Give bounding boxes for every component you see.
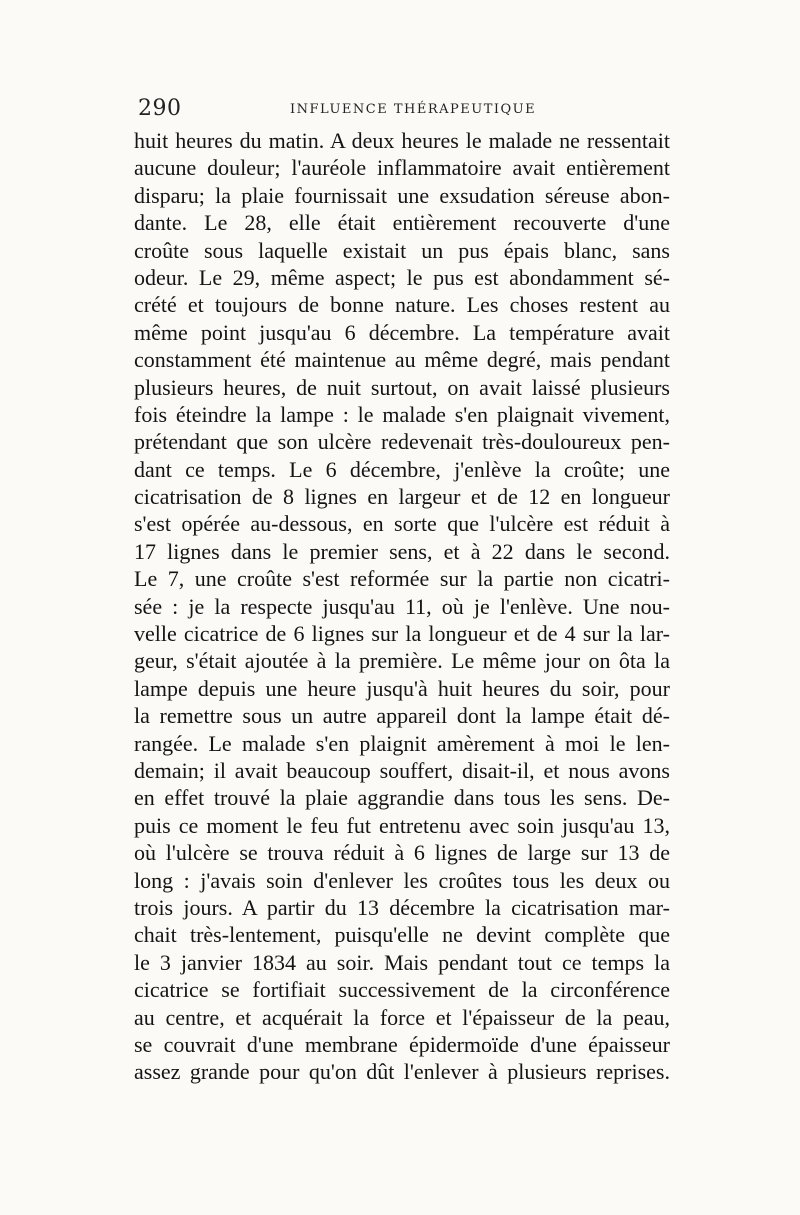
text-line: odeur. Le 29, même aspect; le pus est abondamment sé- <box>134 264 670 290</box>
text-line: velle cicatrice de 6 lignes sur la longueur et de 4 sur la lar- <box>134 621 670 647</box>
text-line: rangée. Le malade s'en plaignit amèrement à moi le len- <box>134 730 670 756</box>
running-title: INFLUENCE THÉRAPEUTIQUE <box>290 102 537 117</box>
text-line: assez grande pour qu'on dût l'enlever à plusieurs reprises. <box>134 1059 670 1085</box>
text-line: où l'ulcère se trouva réduit à 6 lignes de large sur 13 de <box>134 840 670 866</box>
text-line: cicatrisation de 8 lignes en largeur et de 12 en longueur <box>134 484 670 510</box>
text-line: fois éteindre la lampe : le malade s'en plaignait vivement, <box>134 401 670 427</box>
text-line: aucune douleur; l'auréole inflammatoire avait entièrement <box>134 155 670 181</box>
text-line: cicatrice se fortifiait successivement de la circonférence <box>134 977 670 1003</box>
text-line: lampe depuis une heure jusqu'à huit heures du soir, pour <box>134 675 670 701</box>
text-line: Le 7, une croûte s'est reformée sur la partie non cicatri- <box>134 566 670 592</box>
text-line: geur, s'était ajoutée à la première. Le même jour on ôta la <box>134 648 670 674</box>
text-line: croûte sous laquelle existait un pus épais blanc, sans <box>134 237 670 263</box>
text-line: long : j'avais soin d'enlever les croûtes tous les deux ou <box>134 867 670 893</box>
text-line: la remettre sous un autre appareil dont la lampe était dé- <box>134 703 670 729</box>
text-line: dant ce temps. Le 6 décembre, j'enlève la croûte; une <box>134 456 670 482</box>
text-line: dante. Le 28, elle était entièrement recouverte d'une <box>134 210 670 236</box>
text-line: chait très-lentement, puisqu'elle ne devint complète que <box>134 922 670 948</box>
text-line: s'est opérée au-dessous, en sorte que l'ulcère est réduit à <box>134 511 670 537</box>
text-line: demain; il avait beaucoup souffert, disait-il, et nous avons <box>134 757 670 783</box>
text-line: prétendant que son ulcère redevenait très-douloureux pen- <box>134 429 670 455</box>
page-number: 290 <box>138 96 182 121</box>
text-line: sée : je la respecte jusqu'au 11, où je l'enlève. Une nou- <box>134 593 670 619</box>
text-line: trois jours. A partir du 13 décembre la cicatrisation mar- <box>134 894 670 920</box>
text-line: huit heures du matin. A deux heures le malade ne ressentait <box>134 128 670 153</box>
text-line: en effet trouvé la plaie aggrandie dans tous les sens. De- <box>134 785 670 811</box>
text-line: crété et toujours de bonne nature. Les choses restent au <box>134 292 670 318</box>
text-line: 17 lignes dans le premier sens, et à 22 dans le second. <box>134 538 670 564</box>
text-line: puis ce moment le feu fut entretenu avec soin jusqu'au 13, <box>134 812 670 838</box>
text-line: disparu; la plaie fournissait une exsudation séreuse abon- <box>134 182 670 208</box>
page-header <box>138 96 678 126</box>
text-line: constamment été maintenue au même degré, mais pendant <box>134 347 670 373</box>
text-line: au centre, et acquérait la force et l'épaisseur de la peau, <box>134 1004 670 1030</box>
text-line: même point jusqu'au 6 décembre. La température avait <box>134 319 670 345</box>
body-text <box>134 127 670 1086</box>
text-line: se couvrait d'une membrane épidermoïde d'une épaisseur <box>134 1031 670 1057</box>
text-line: le 3 janvier 1834 au soir. Mais pendant tout ce temps la <box>134 949 670 975</box>
text-line: plusieurs heures, de nuit surtout, on avait laissé plusieurs <box>134 374 670 400</box>
